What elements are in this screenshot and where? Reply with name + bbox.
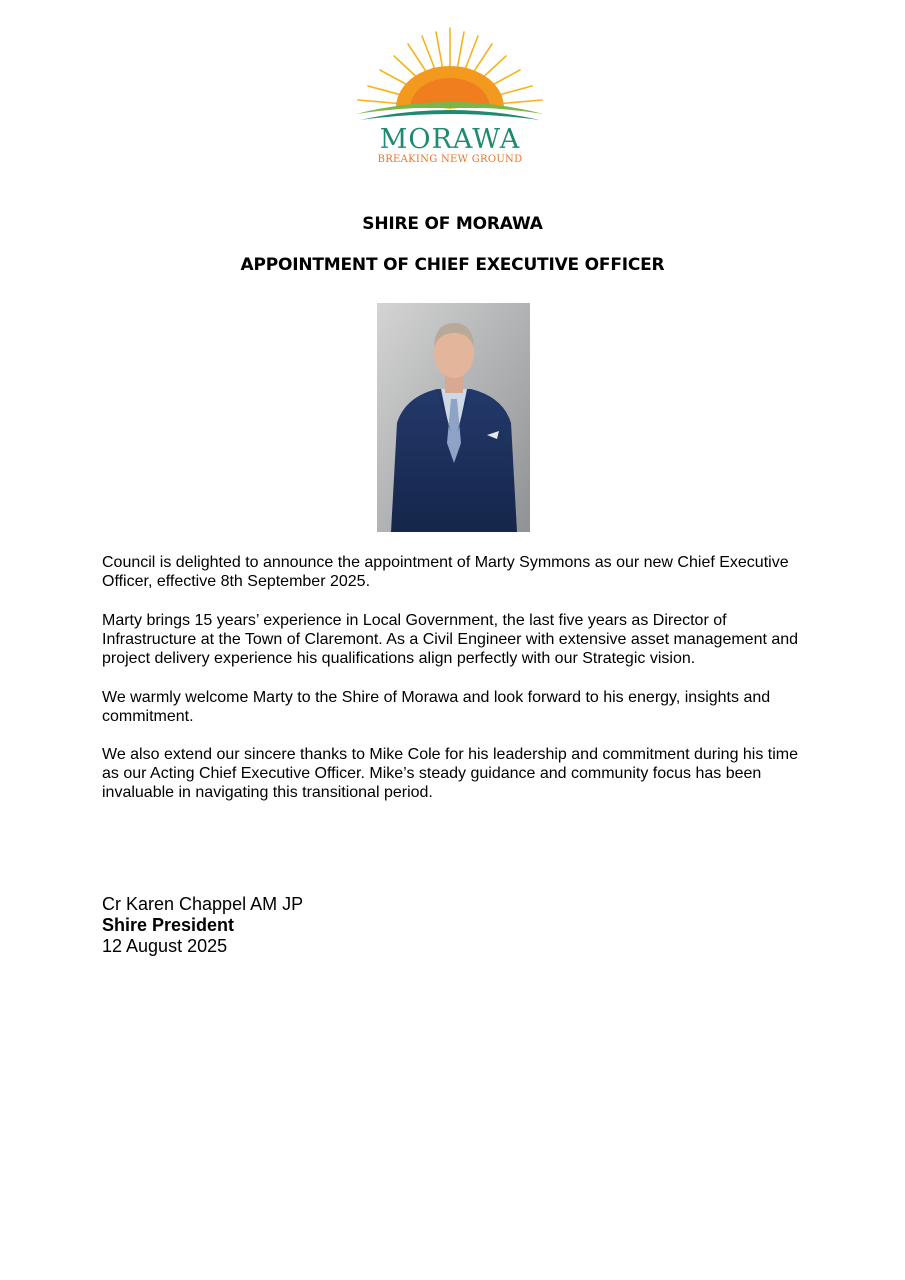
sunrise-logo-graphic <box>352 26 548 168</box>
ceo-portrait-photo <box>377 303 530 532</box>
signatory-title: Shire President <box>102 915 235 935</box>
portrait-illustration <box>377 303 530 532</box>
logo-wordmark: MORAWA <box>379 124 521 155</box>
morawa-logo <box>352 26 548 168</box>
signatory-name: Cr Karen Chappel AM JP <box>102 894 304 914</box>
welcome-paragraph: We warmly welcome Marty to the Shire of Morawa and look forward to his energy, insights and commitment. <box>102 689 771 725</box>
experience-paragraph: Marty brings 15 years’ experience in Local Government, the last five years as Director of Infrastructure at the Town of Claremont. As a Civil Engineer with extensive asset management and project delivery experience his qualifications align perfectly with our Strategic vision. <box>102 612 799 667</box>
signature-date: 12 August 2025 <box>102 936 228 956</box>
teal-horizon-band <box>360 110 540 120</box>
announcement-paragraph: Council is delighted to announce the appointment of Marty Symmons as our new Chief Executive Officer, effective 8th September 2025. <box>102 554 789 590</box>
logo-tagline: BREAKING NEW GROUND <box>377 154 523 165</box>
organisation-heading: SHIRE OF MORAWA <box>362 214 543 234</box>
thanks-paragraph: We also extend our sincere thanks to Mike Cole for his leadership and commitment during his time as our Acting Chief Executive Officer. Mike’s steady guidance and community focus has been invaluable in navigating this transitional period. <box>102 746 799 801</box>
announcement-title: APPOINTMENT OF CHIEF EXECUTIVE OFFICER <box>240 255 665 275</box>
